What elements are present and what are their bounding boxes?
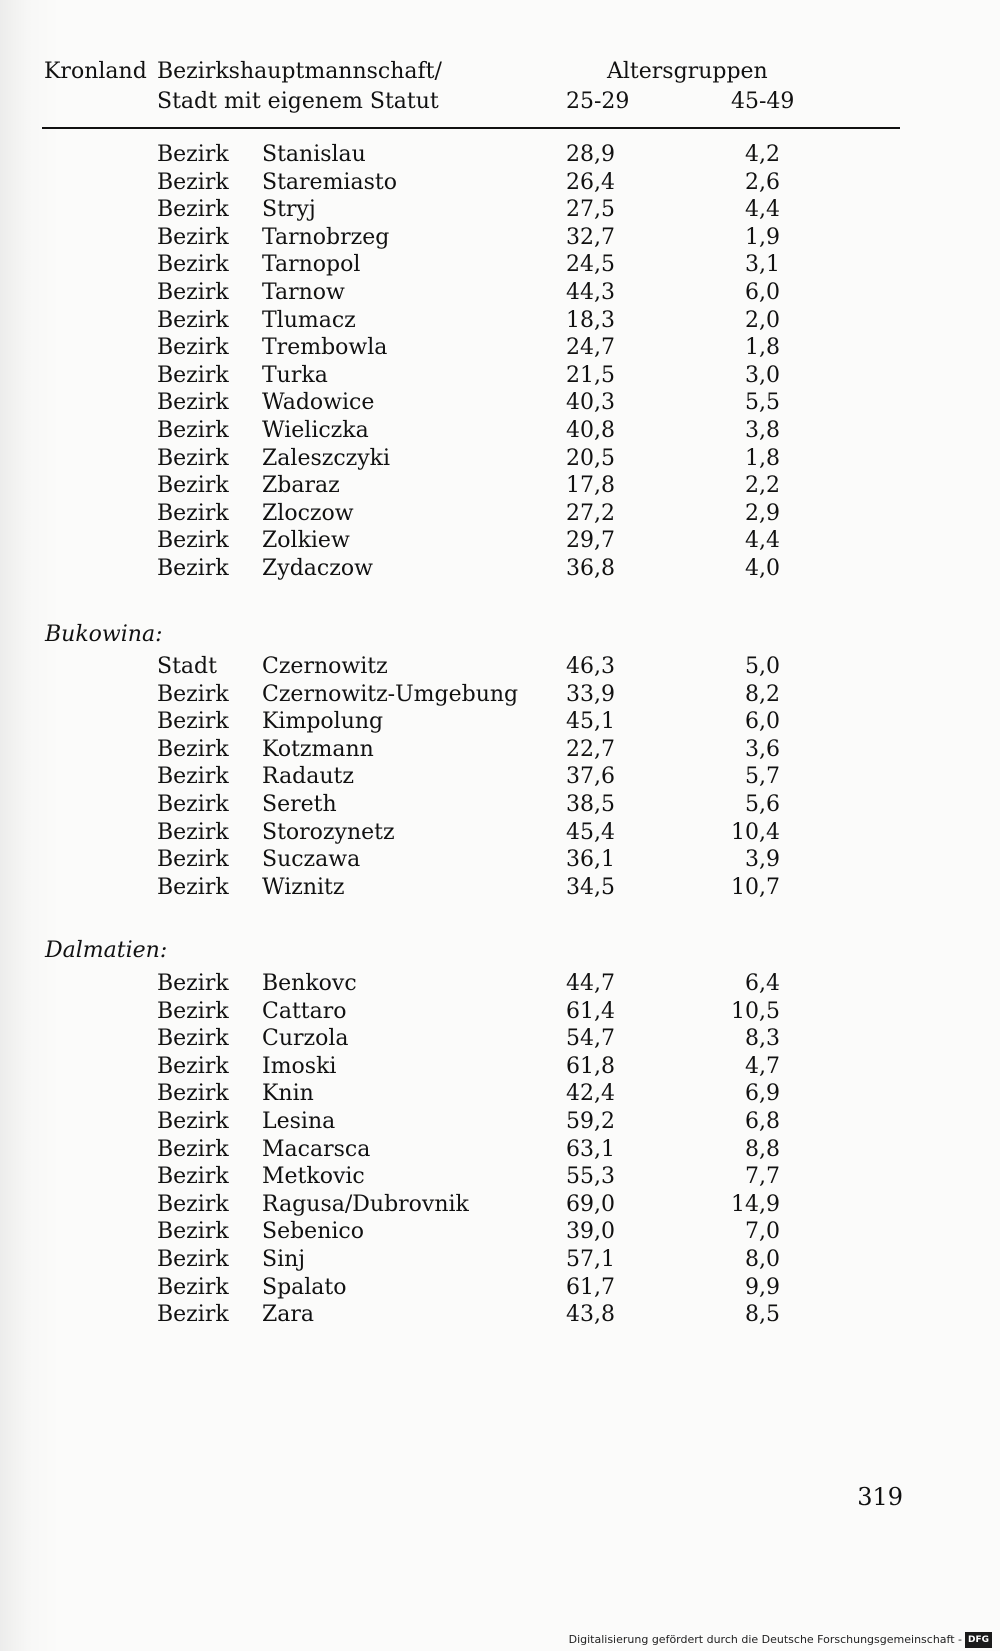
cell-type: Bezirk — [157, 500, 229, 526]
cell-type: Bezirk — [157, 819, 229, 845]
cell-value-45-49: 6,4 — [745, 971, 780, 996]
cell-value-45-49: 2,2 — [745, 473, 780, 499]
table-row — [0, 1108, 1000, 1136]
cell-value-25-29: 46,3 — [566, 654, 615, 679]
cell-value-25-29: 43,8 — [566, 1302, 615, 1328]
cell-value-45-49: 8,0 — [745, 1247, 780, 1272]
cell-name: Imoski — [262, 1053, 337, 1079]
table-row — [0, 445, 1000, 473]
cell-value-25-29: 63,1 — [566, 1136, 615, 1162]
cell-value-25-29: 42,4 — [566, 1081, 615, 1107]
cell-type: Bezirk — [157, 362, 229, 388]
cell-value-45-49: 8,2 — [745, 681, 780, 707]
cell-name: Benkovc — [262, 971, 357, 996]
cell-value-45-49: 9,9 — [745, 1274, 780, 1300]
cell-value-25-29: 36,1 — [566, 847, 615, 873]
table-row — [0, 819, 1000, 847]
cell-name: Lesina — [262, 1109, 336, 1134]
table-row — [0, 970, 1000, 998]
table-row — [0, 998, 1000, 1026]
cell-value-25-29: 59,2 — [566, 1109, 615, 1134]
cell-name: Spalato — [262, 1274, 347, 1300]
cell-value-25-29: 44,3 — [566, 280, 615, 305]
cell-value-25-29: 61,8 — [566, 1053, 615, 1079]
cell-type: Bezirk — [157, 1191, 229, 1217]
cell-name: Cattaro — [262, 998, 347, 1024]
cell-type: Bezirk — [157, 528, 229, 554]
cell-type: Bezirk — [157, 1219, 229, 1245]
cell-name: Storozynetz — [262, 819, 395, 845]
table-row — [0, 1053, 1000, 1081]
cell-name: Ragusa/Dubrovnik — [262, 1191, 469, 1217]
cell-value-25-29: 38,5 — [566, 792, 615, 817]
header-bezirk-line2: Stadt mit eigenem Statut — [157, 89, 439, 114]
cell-value-25-29: 37,6 — [566, 764, 615, 790]
cell-name: Zolkiew — [262, 528, 350, 554]
cell-name: Macarsca — [262, 1136, 371, 1162]
cell-value-45-49: 2,6 — [745, 169, 780, 195]
cell-type: Bezirk — [157, 1109, 229, 1134]
table-row — [0, 417, 1000, 445]
cell-value-25-29: 22,7 — [566, 736, 615, 762]
cell-name: Tarnow — [262, 280, 345, 305]
cell-type: Bezirk — [157, 307, 229, 333]
cell-value-45-49: 10,5 — [731, 998, 780, 1024]
cell-type: Bezirk — [157, 1026, 229, 1052]
header-rule — [42, 127, 900, 129]
cell-name: Trembowla — [262, 335, 388, 361]
table-row — [0, 763, 1000, 791]
table-row — [0, 472, 1000, 500]
cell-value-45-49: 6,9 — [745, 1081, 780, 1107]
cell-value-25-29: 27,5 — [566, 197, 615, 223]
header-col-25-29: 25-29 — [566, 89, 630, 114]
cell-type: Bezirk — [157, 998, 229, 1024]
cell-value-45-49: 8,5 — [745, 1302, 780, 1328]
table-row — [0, 1136, 1000, 1164]
cell-value-45-49: 6,8 — [745, 1109, 780, 1134]
cell-value-45-49: 6,0 — [745, 280, 780, 305]
cell-type: Bezirk — [157, 556, 229, 581]
cell-value-25-29: 39,0 — [566, 1219, 615, 1245]
cell-type: Bezirk — [157, 847, 229, 873]
cell-value-45-49: 2,9 — [745, 500, 780, 526]
cell-name: Zara — [262, 1302, 315, 1328]
cell-type: Bezirk — [157, 197, 229, 223]
cell-type: Bezirk — [157, 1136, 229, 1162]
cell-name: Staremiasto — [262, 169, 397, 195]
table-row — [0, 1080, 1000, 1108]
cell-value-45-49: 4,7 — [745, 1053, 780, 1079]
cell-type: Bezirk — [157, 335, 229, 361]
cell-name: Metkovic — [262, 1164, 365, 1190]
cell-name: Wiznitz — [262, 874, 345, 900]
cell-value-25-29: 33,9 — [566, 681, 615, 707]
header-kronland: Kronland — [44, 59, 147, 84]
cell-value-25-29: 27,2 — [566, 500, 615, 526]
cell-value-25-29: 44,7 — [566, 971, 615, 996]
cell-name: Sereth — [262, 792, 337, 817]
cell-value-25-29: 26,4 — [566, 169, 615, 195]
table-row — [0, 389, 1000, 417]
cell-name: Tlumacz — [262, 307, 356, 333]
table-row — [0, 224, 1000, 252]
table-row — [0, 846, 1000, 874]
cell-name: Tarnopol — [262, 252, 361, 278]
cell-value-45-49: 10,7 — [731, 874, 780, 900]
table-row — [0, 527, 1000, 555]
table-row — [0, 169, 1000, 197]
cell-value-45-49: 10,4 — [731, 819, 780, 845]
table-row — [0, 874, 1000, 902]
footer-text: Digitalisierung gefördert durch die Deutsche Forschungsgemeinschaft - — [568, 1633, 962, 1646]
cell-value-45-49: 8,8 — [745, 1136, 780, 1162]
cell-value-45-49: 3,9 — [745, 847, 780, 873]
cell-value-45-49: 1,8 — [745, 445, 780, 471]
cell-value-25-29: 17,8 — [566, 473, 615, 499]
cell-name: Turka — [262, 362, 328, 388]
cell-value-45-49: 5,7 — [745, 764, 780, 790]
cell-type: Bezirk — [157, 142, 229, 167]
table-row — [0, 681, 1000, 709]
table-row — [0, 736, 1000, 764]
section-label: Bukowina: — [45, 622, 163, 647]
table-row — [0, 791, 1000, 819]
cell-value-25-29: 21,5 — [566, 362, 615, 388]
cell-value-45-49: 3,6 — [745, 736, 780, 762]
cell-value-25-29: 20,5 — [566, 445, 615, 471]
table-row — [0, 307, 1000, 335]
cell-name: Zbaraz — [262, 473, 340, 499]
cell-type: Bezirk — [157, 1053, 229, 1079]
table-row — [0, 1218, 1000, 1246]
cell-value-45-49: 5,0 — [745, 654, 780, 679]
cell-value-45-49: 14,9 — [731, 1191, 780, 1217]
table-row — [0, 251, 1000, 279]
cell-name: Zloczow — [262, 500, 354, 526]
header-altersgruppen: Altersgruppen — [607, 59, 768, 84]
cell-value-45-49: 3,0 — [745, 362, 780, 388]
cell-value-45-49: 1,8 — [745, 335, 780, 361]
cell-type: Bezirk — [157, 874, 229, 900]
cell-value-45-49: 5,5 — [745, 390, 780, 416]
table-row — [0, 708, 1000, 736]
cell-value-25-29: 34,5 — [566, 874, 615, 900]
cell-type: Bezirk — [157, 709, 229, 735]
header-col-45-49: 45-49 — [731, 89, 795, 114]
cell-name: Tarnobrzeg — [262, 224, 390, 250]
cell-name: Knin — [262, 1081, 314, 1107]
cell-value-25-29: 36,8 — [566, 556, 615, 581]
cell-value-25-29: 32,7 — [566, 224, 615, 250]
cell-name: Stanislau — [262, 142, 366, 167]
table-row — [0, 1301, 1000, 1329]
cell-value-25-29: 61,4 — [566, 998, 615, 1024]
table-row — [0, 1163, 1000, 1191]
cell-name: Sebenico — [262, 1219, 364, 1245]
table-row — [0, 279, 1000, 307]
cell-value-25-29: 18,3 — [566, 307, 615, 333]
cell-value-45-49: 8,3 — [745, 1026, 780, 1052]
cell-value-45-49: 4,4 — [745, 197, 780, 223]
dfg-logo: DFG — [965, 1632, 992, 1648]
cell-value-45-49: 2,0 — [745, 307, 780, 333]
cell-value-25-29: 40,3 — [566, 390, 615, 416]
table-row — [0, 362, 1000, 390]
cell-value-45-49: 3,8 — [745, 418, 780, 443]
cell-type: Bezirk — [157, 971, 229, 996]
header-bezirk-line1: Bezirkshauptmannschaft/ — [157, 59, 442, 84]
cell-value-45-49: 7,7 — [745, 1164, 780, 1190]
cell-value-25-29: 55,3 — [566, 1164, 615, 1190]
table-row — [0, 1274, 1000, 1302]
cell-value-45-49: 3,1 — [745, 252, 780, 278]
cell-name: Zydaczow — [262, 556, 373, 581]
cell-value-25-29: 61,7 — [566, 1274, 615, 1300]
cell-type: Bezirk — [157, 681, 229, 707]
cell-value-25-29: 24,5 — [566, 252, 615, 278]
cell-value-45-49: 1,9 — [745, 224, 780, 250]
table-row — [0, 196, 1000, 224]
cell-type: Bezirk — [157, 280, 229, 305]
cell-type: Bezirk — [157, 736, 229, 762]
cell-type: Bezirk — [157, 445, 229, 471]
section-label: Dalmatien: — [45, 938, 168, 963]
cell-type: Bezirk — [157, 390, 229, 416]
cell-value-25-29: 57,1 — [566, 1247, 615, 1272]
cell-name: Wadowice — [262, 390, 375, 416]
cell-value-25-29: 69,0 — [566, 1191, 615, 1217]
cell-value-25-29: 40,8 — [566, 418, 615, 443]
cell-type: Stadt — [157, 654, 217, 679]
cell-name: Zaleszczyki — [262, 445, 391, 471]
cell-name: Sinj — [262, 1247, 306, 1272]
table-row — [0, 500, 1000, 528]
cell-name: Stryj — [262, 197, 316, 223]
cell-name: Curzola — [262, 1026, 349, 1052]
cell-value-25-29: 24,7 — [566, 335, 615, 361]
cell-type: Bezirk — [157, 169, 229, 195]
cell-name: Radautz — [262, 764, 354, 790]
cell-value-45-49: 4,0 — [745, 556, 780, 581]
table-row — [0, 1246, 1000, 1274]
cell-type: Bezirk — [157, 1302, 229, 1328]
cell-name: Wieliczka — [262, 418, 369, 443]
table-row — [0, 1025, 1000, 1053]
digitization-footer — [569, 1632, 992, 1648]
cell-value-45-49: 7,0 — [745, 1219, 780, 1245]
cell-value-45-49: 4,4 — [745, 528, 780, 554]
cell-type: Bezirk — [157, 252, 229, 278]
table-row — [0, 1191, 1000, 1219]
cell-type: Bezirk — [157, 1081, 229, 1107]
cell-value-45-49: 6,0 — [745, 709, 780, 735]
cell-value-25-29: 28,9 — [566, 142, 615, 167]
cell-name: Kimpolung — [262, 709, 384, 735]
cell-type: Bezirk — [157, 1164, 229, 1190]
cell-type: Bezirk — [157, 1247, 229, 1272]
cell-name: Suczawa — [262, 847, 361, 873]
cell-type: Bezirk — [157, 792, 229, 817]
table-row — [0, 653, 1000, 681]
cell-type: Bezirk — [157, 224, 229, 250]
cell-name: Czernowitz-Umgebung — [262, 681, 519, 707]
cell-value-45-49: 5,6 — [745, 792, 780, 817]
cell-value-25-29: 54,7 — [566, 1026, 615, 1052]
cell-name: Czernowitz — [262, 654, 388, 679]
page-number: 319 — [857, 1483, 903, 1511]
table-row — [0, 141, 1000, 169]
table-row — [0, 334, 1000, 362]
cell-type: Bezirk — [157, 764, 229, 790]
table-row — [0, 555, 1000, 583]
cell-value-25-29: 45,1 — [566, 709, 615, 735]
cell-type: Bezirk — [157, 418, 229, 443]
cell-value-45-49: 4,2 — [745, 142, 780, 167]
cell-type: Bezirk — [157, 473, 229, 499]
cell-value-25-29: 45,4 — [566, 819, 615, 845]
cell-type: Bezirk — [157, 1274, 229, 1300]
cell-value-25-29: 29,7 — [566, 528, 615, 554]
cell-name: Kotzmann — [262, 736, 374, 762]
